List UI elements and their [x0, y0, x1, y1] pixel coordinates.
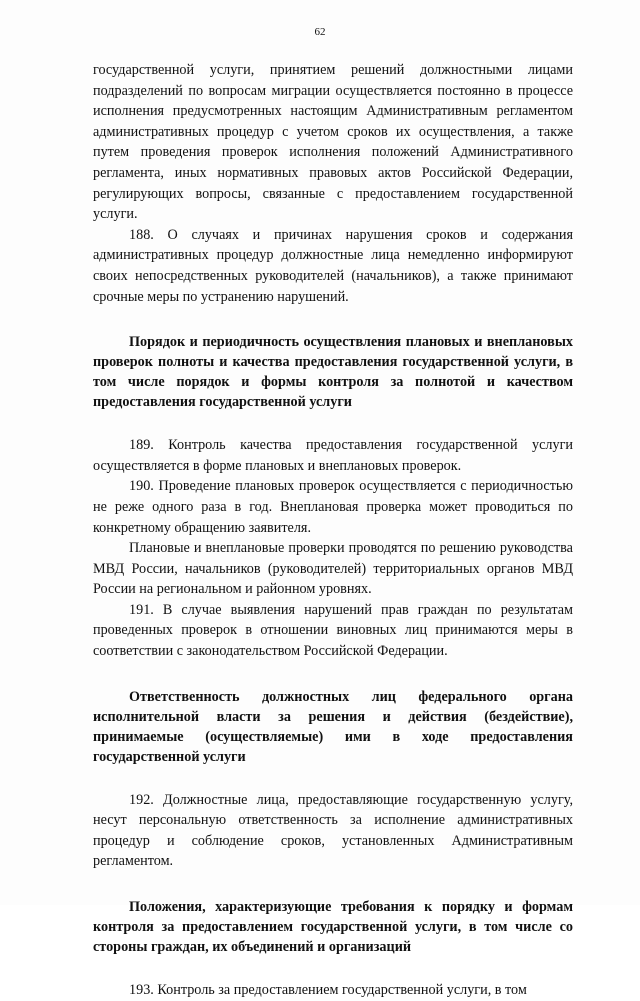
paragraph-189: 189. Контроль качества предоставления государственной услуги осуществляется в форме плановых и внеплановых проверок. — [93, 437, 573, 474]
section-heading-control-forms: Положения, характеризующие требования к порядку и формам контроля за предоставлением государственной услуги, в том числе со стороны граждан, их объединений и организаций — [93, 899, 573, 956]
paragraph-190-continued: Плановые и внеплановые проверки проводятся по решению руководства МВД России, начальников (руководителей) территориальных органов МВД России на региональном и районном уровнях. — [93, 540, 573, 598]
paragraph-193: 193. Контроль за предоставлением государственной услуги, в том — [129, 982, 527, 999]
paragraph-190: 190. Проведение плановых проверок осуществляется с периодичностью не реже одного раза в год. Внеплановая проверка может проводиться по конкретному обращению заявителя. — [93, 478, 573, 536]
document-body — [93, 60, 573, 1001]
paragraph-continued: государственной услуги, принятием решений должностными лицами подразделений по вопросам миграции осуществляется постоянно в процессе исполнения предусмотренных настоящим Административным регламентом административных процедур с учетом сроков их осуществления, а также путем проведения проверок исполнения положений Административного регламента, иных нормативных правовых актов Российской Федерации, регулирующих вопросы, связанные с предоставлением государственной услуги. — [93, 62, 573, 223]
paragraph-188: 188. О случаях и причинах нарушения сроков и содержания административных процедур должностные лица немедленно информируют своих непосредственных руководителей (начальников), а также принимают срочные меры по устранению нарушений. — [93, 226, 573, 305]
page-number: 62 — [314, 26, 326, 38]
section-heading-inspections: Порядок и периодичность осуществления плановых и внеплановых проверок полноты и качества предоставления государственной услуги, в том числе порядок и формы контроля за полнотой и качеством предоставления государственной услуги — [93, 334, 573, 411]
section-heading-responsibility: Ответственность должностных лиц федерального органа исполнительной власти за решения и действия (бездействие), принимаемые (осуществляемые) ими в ходе предоставления государственной услуги — [93, 688, 573, 765]
paragraph-191: 191. В случае выявления нарушений прав граждан по результатам проведенных проверок в отношении виновных лиц принимаются меры в соответствии с законодательством Российской Федерации. — [93, 601, 573, 660]
paragraph-192: 192. Должностные лица, предоставляющие государственную услугу, несут персональную ответственность за исполнение административных процедур и соблюдение сроков, установленных Административным регламентом. — [93, 791, 573, 870]
